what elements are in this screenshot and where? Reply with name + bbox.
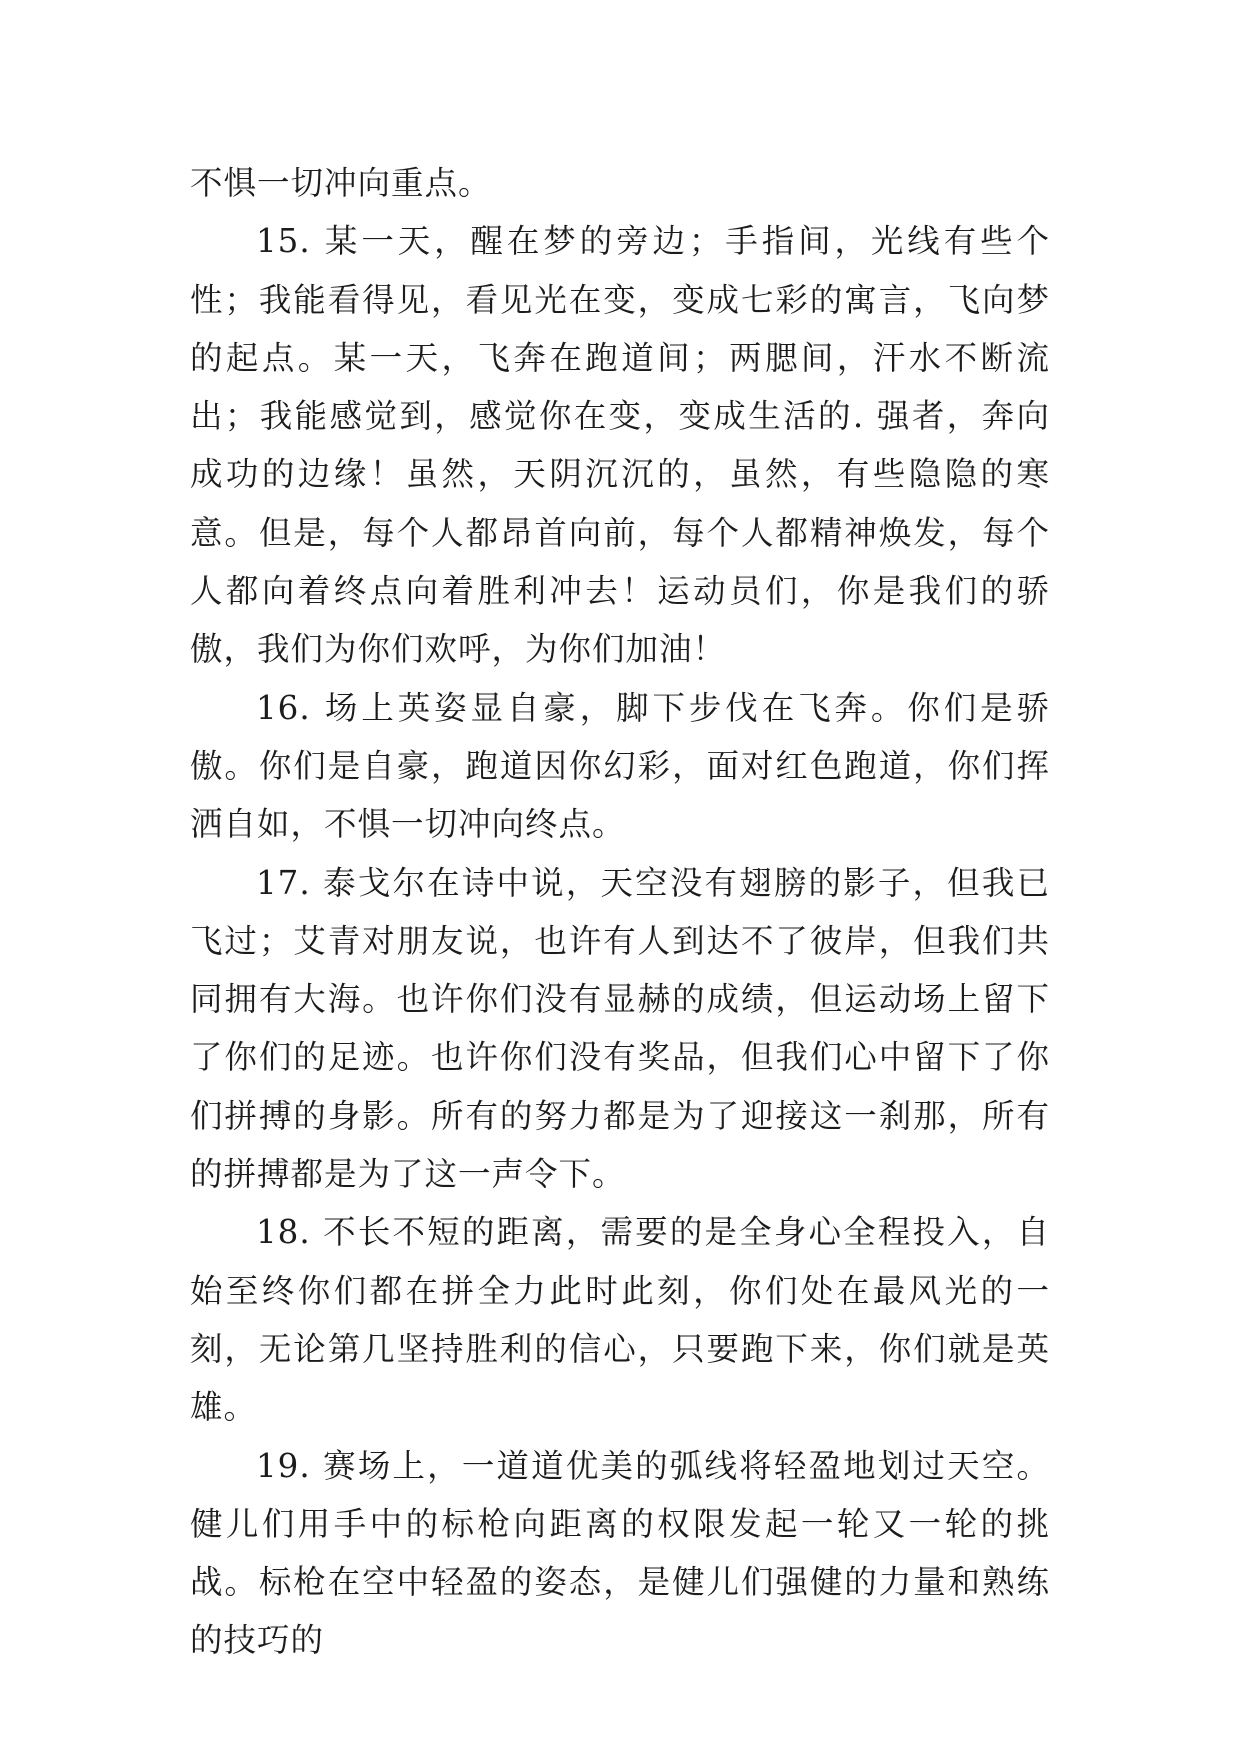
paragraph-item-16: 16. 场上英姿显自豪，脚下步伐在飞奔。你们是骄傲。你们是自豪，跑道因你幻彩，面对红色跑道，你们挥洒自如，不惧一切冲向终点。 xyxy=(190,688,1050,844)
paragraph-item-17: 17. 泰戈尔在诗中说，天空没有翅膀的影子，但我已飞过；艾青对朋友说，也许有人到达不了彼岸，但我们共同拥有大海。也许你们没有显赫的成绩，但运动场上留下了你们的足迹。也许你们没有奖品，但我们心中留下了你们拼搏的身影。所有的努力都是为了迎接这一刹那，所有的拼搏都是为了这一声令下。 xyxy=(190,863,1050,1194)
paragraph-item-18: 18. 不长不短的距离，需要的是全身心全程投入，自始至终你们都在拼全力此时此刻，你们处在最风光的一刻，无论第几坚持胜利的信心，只要跑下来，你们就是英雄。 xyxy=(190,1213,1050,1427)
paragraph-item-19: 19. 赛场上，一道道优美的弧线将轻盈地划过天空。健儿们用手中的标枪向距离的权限发起一轮又一轮的挑战。标枪在空中轻盈的姿态，是健儿们强健的力量和熟练的技巧的 xyxy=(190,1446,1050,1660)
paragraph-continuation: 不惧一切冲向重点。 xyxy=(190,164,492,202)
document-body xyxy=(190,154,1050,1670)
paragraph-item-15: 15. 某一天，醒在梦的旁边；手指间，光线有些个性；我能看得见，看见光在变，变成七彩的寓言，飞向梦的起点。某一天，飞奔在跑道间；两腮间，汗水不断流出；我能感觉到，感觉你在变，变成生活的. 强者，奔向成功的边缘！虽然，天阴沉沉的，虽然，有些隐隐的寒意。但是，每个人都昂首向前，每个人都精神焕发，每个人都向着终点向着胜利冲去！运动员们，你是我们的骄傲，我们为你们欢呼，为你们加油！ xyxy=(190,222,1050,669)
